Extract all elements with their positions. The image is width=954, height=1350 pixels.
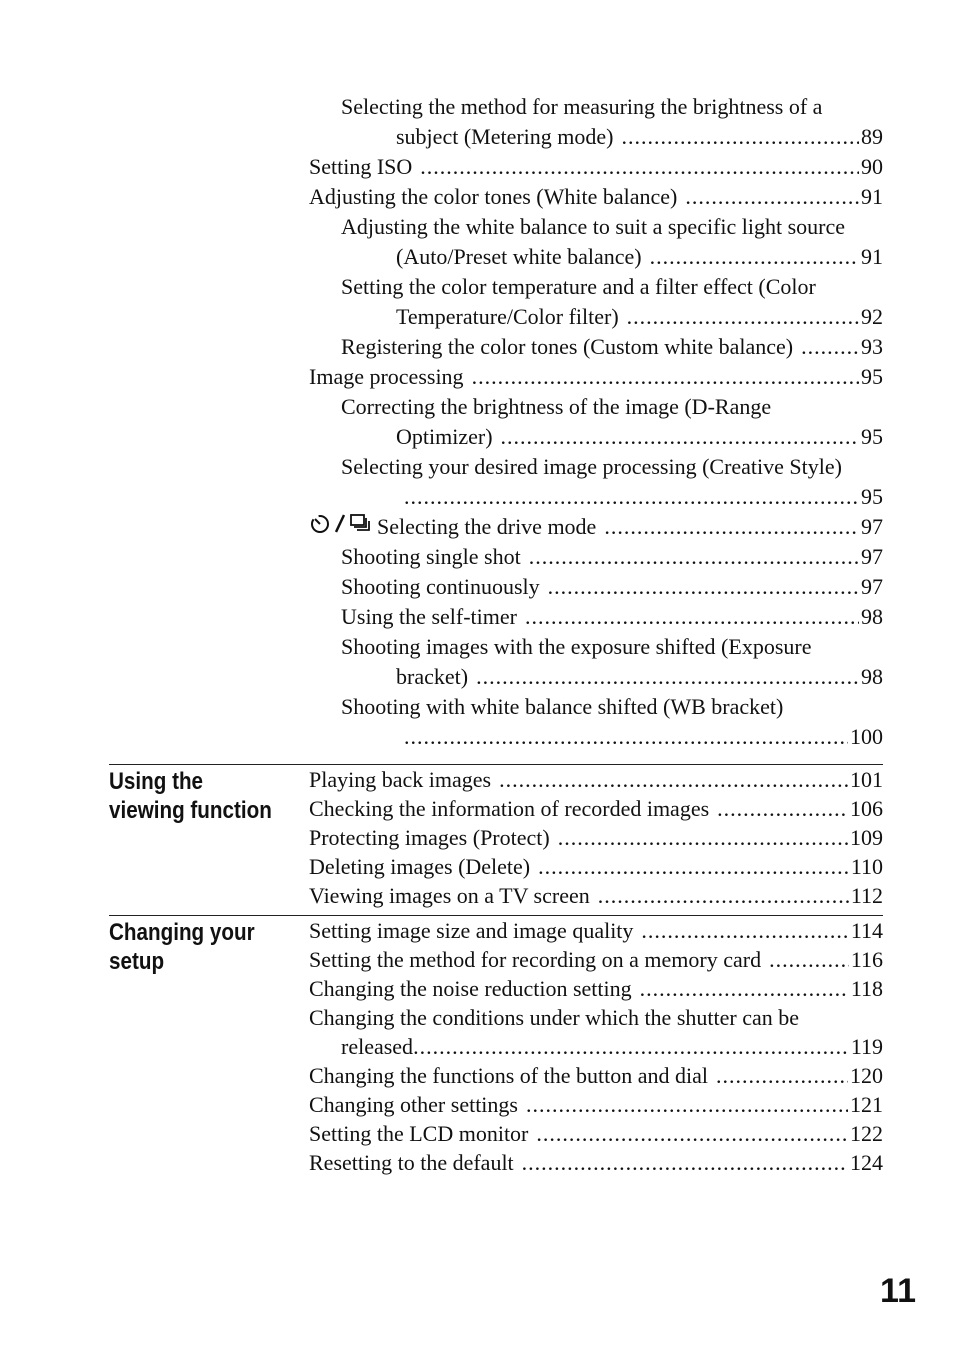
toc-entry[interactable] bbox=[309, 794, 883, 823]
toc-page-number: 116 bbox=[850, 947, 883, 972]
toc-entry-line bbox=[309, 152, 883, 182]
toc-page-number: 109 bbox=[850, 825, 883, 850]
toc-page-number: 97 bbox=[861, 574, 883, 599]
dot-leader bbox=[627, 302, 859, 332]
toc-page-number: 97 bbox=[861, 514, 883, 539]
toc-entry-text: Setting the method for recording on a memory card bbox=[309, 947, 762, 972]
toc-entry-text: bracket) bbox=[396, 664, 469, 689]
toc-entry-line bbox=[309, 881, 883, 910]
dot-leader bbox=[538, 852, 849, 881]
section-heading: Using the viewing function bbox=[109, 768, 272, 824]
toc-entry[interactable] bbox=[309, 272, 883, 332]
page-number: 11 bbox=[880, 1272, 916, 1310]
toc-entry-line bbox=[309, 122, 883, 152]
toc-page-number: 98 bbox=[861, 664, 883, 689]
toc-entry-text: Temperature/Color filter) bbox=[396, 304, 619, 329]
toc-entry-text: Playing back images bbox=[309, 767, 492, 792]
dot-leader bbox=[404, 722, 848, 752]
toc-entry-line bbox=[309, 662, 883, 692]
toc-entry-text: Setting ISO bbox=[309, 154, 413, 179]
toc-page-number: 114 bbox=[850, 918, 883, 943]
toc-page-number: 112 bbox=[850, 883, 883, 908]
toc-entry-text: Shooting with white balance shifted (WB bracket) bbox=[341, 694, 784, 719]
toc-entry-text: Selecting the drive mode bbox=[377, 514, 597, 539]
toc-page-number: 122 bbox=[850, 1121, 883, 1146]
toc-entry-line-wrap bbox=[309, 272, 883, 302]
toc-entry[interactable] bbox=[309, 1090, 883, 1119]
toc-entry-line bbox=[309, 302, 883, 332]
toc-entry-text: Viewing images on a TV screen bbox=[309, 883, 590, 908]
toc-entry-text: Setting image size and image quality bbox=[309, 918, 634, 943]
toc-entry-line bbox=[309, 823, 883, 852]
toc-entry[interactable] bbox=[309, 152, 883, 182]
toc-entry-line-wrap bbox=[309, 692, 883, 722]
dot-leader bbox=[622, 122, 860, 152]
section-entries bbox=[309, 765, 883, 910]
toc-entry-text: Setting the color temperature and a filter effect (Color bbox=[341, 274, 816, 299]
toc-entry-line bbox=[309, 1148, 883, 1177]
toc-entry-line bbox=[309, 722, 883, 752]
toc-page-number: 89 bbox=[861, 124, 883, 149]
toc-entry-text: subject (Metering mode) bbox=[396, 124, 614, 149]
toc-entry-line bbox=[309, 1032, 883, 1061]
toc-entry[interactable] bbox=[309, 542, 883, 572]
toc-page-number: 95 bbox=[861, 484, 883, 509]
section-viewing-function bbox=[109, 764, 883, 915]
toc-entry-text: (Auto/Preset white balance) bbox=[396, 244, 642, 269]
toc-entry-text: Protecting images (Protect) bbox=[309, 825, 550, 850]
toc-entry[interactable] bbox=[309, 974, 883, 1003]
dot-leader bbox=[501, 422, 859, 452]
toc-entry-text: Selecting your desired image processing (Creative Style) bbox=[341, 454, 842, 479]
toc-entry-line bbox=[309, 765, 883, 794]
toc-entry-line bbox=[309, 602, 883, 632]
toc-entry[interactable] bbox=[309, 945, 883, 974]
toc-entry-line bbox=[309, 332, 883, 362]
toc-entry[interactable] bbox=[309, 881, 883, 910]
toc-entry[interactable] bbox=[309, 452, 883, 512]
dot-leader bbox=[404, 482, 859, 512]
toc-entry-text: Adjusting the color tones (White balance) bbox=[309, 184, 678, 209]
toc-entry-line bbox=[309, 1090, 883, 1119]
toc-page-number: 90 bbox=[861, 154, 883, 179]
toc-entry-line bbox=[309, 794, 883, 823]
dot-leader bbox=[548, 572, 859, 602]
drive-mode-icons bbox=[309, 512, 371, 534]
toc-page-number: 95 bbox=[861, 364, 883, 389]
toc-entry[interactable] bbox=[309, 823, 883, 852]
dot-leader bbox=[476, 662, 859, 692]
toc-entry-text: Adjusting the white balance to suit a specific light source bbox=[341, 214, 846, 239]
toc-entry-line-wrap bbox=[309, 1003, 883, 1032]
toc-entry[interactable] bbox=[309, 212, 883, 272]
toc-page-number: 106 bbox=[850, 796, 883, 821]
toc-page-number: 100 bbox=[850, 724, 883, 749]
section-heading: Changing your setup bbox=[109, 919, 255, 975]
toc-entry[interactable] bbox=[309, 182, 883, 212]
toc-entry-line bbox=[309, 1119, 883, 1148]
self-timer-icon bbox=[309, 512, 331, 534]
toc-entry-text: Setting the LCD monitor bbox=[309, 1121, 529, 1146]
toc-page-number: 118 bbox=[850, 976, 883, 1001]
toc-entry-text: Registering the color tones (Custom white balance) bbox=[341, 334, 794, 359]
toc-entry-text: Changing the conditions under which the shutter can be bbox=[309, 1005, 799, 1030]
toc-entry-line bbox=[309, 572, 883, 602]
toc-entry[interactable] bbox=[309, 602, 883, 632]
toc-entry-text: Image processing bbox=[309, 364, 464, 389]
dot-leader bbox=[717, 794, 848, 823]
toc-entry-text: Resetting to the default bbox=[309, 1150, 514, 1175]
toc-entry-text: Shooting continuously bbox=[341, 574, 540, 599]
toc-entry[interactable] bbox=[309, 92, 883, 152]
dot-leader bbox=[558, 823, 848, 852]
toc-entry[interactable] bbox=[309, 332, 883, 362]
toc-entry-text: Deleting images (Delete) bbox=[309, 854, 531, 879]
toc-page-number: 124 bbox=[850, 1150, 883, 1175]
toc-page-number: 119 bbox=[850, 1034, 883, 1059]
dot-leader bbox=[536, 1119, 848, 1148]
toc-entry-line bbox=[309, 242, 883, 272]
toc-entry[interactable] bbox=[309, 1003, 883, 1061]
dot-leader bbox=[598, 881, 849, 910]
dot-leader bbox=[420, 152, 859, 182]
dot-leader bbox=[499, 765, 848, 794]
toc-entry[interactable] bbox=[309, 852, 883, 881]
dot-leader bbox=[525, 602, 859, 632]
toc-entry-line-wrap bbox=[309, 392, 883, 422]
toc-entry-text: Changing the functions of the button and dial bbox=[309, 1063, 708, 1088]
dot-leader bbox=[640, 974, 849, 1003]
toc-entry-line bbox=[309, 512, 883, 542]
toc-top-block bbox=[309, 92, 883, 752]
toc-entry[interactable] bbox=[309, 1148, 883, 1177]
toc-entry-line-wrap bbox=[309, 92, 883, 122]
slash-icon bbox=[335, 512, 345, 534]
toc-page-number: 95 bbox=[861, 424, 883, 449]
toc-entry-line bbox=[309, 182, 883, 212]
section-entries bbox=[309, 916, 883, 1177]
dot-leader bbox=[526, 1090, 848, 1119]
toc-entry-text: Shooting single shot bbox=[341, 544, 521, 569]
toc-entry-line bbox=[309, 852, 883, 881]
section-changing-setup bbox=[109, 915, 883, 1186]
toc-entry[interactable] bbox=[309, 632, 883, 692]
toc-entry-text: Checking the information of recorded images bbox=[309, 796, 710, 821]
toc-page-number: 91 bbox=[861, 244, 883, 269]
dot-leader bbox=[413, 1032, 849, 1061]
toc-entry[interactable] bbox=[309, 916, 883, 945]
toc-entry-line-wrap bbox=[309, 212, 883, 242]
toc-entry-line bbox=[309, 916, 883, 945]
toc-entry-line bbox=[309, 974, 883, 1003]
toc-entry-text: Optimizer) bbox=[396, 424, 493, 449]
dot-leader bbox=[641, 916, 848, 945]
toc-entry[interactable] bbox=[309, 1119, 883, 1148]
toc-page-number: 92 bbox=[861, 304, 883, 329]
toc-page-number: 101 bbox=[850, 767, 883, 792]
toc-entry-line bbox=[309, 422, 883, 452]
toc-entry[interactable] bbox=[309, 512, 883, 542]
dot-leader bbox=[769, 945, 849, 974]
toc-entry-line bbox=[309, 542, 883, 572]
toc-entry[interactable] bbox=[309, 1061, 883, 1090]
toc-entry-text: Changing the noise reduction setting bbox=[309, 976, 632, 1001]
toc-page-number: 93 bbox=[861, 334, 883, 359]
toc-entry-line bbox=[309, 1061, 883, 1090]
dot-leader bbox=[685, 182, 859, 212]
dot-leader bbox=[801, 332, 859, 362]
toc-entry-line-wrap bbox=[309, 452, 883, 482]
toc-entry-line bbox=[309, 362, 883, 392]
toc-page-number: 98 bbox=[861, 604, 883, 629]
toc-entry[interactable] bbox=[309, 692, 883, 752]
toc-page-number: 120 bbox=[850, 1063, 883, 1088]
toc-entry[interactable] bbox=[309, 392, 883, 452]
toc-entry[interactable] bbox=[309, 572, 883, 602]
dot-leader bbox=[529, 542, 859, 572]
dot-leader bbox=[522, 1148, 848, 1177]
continuous-shooting-icon bbox=[349, 513, 371, 533]
toc-entry-text: Correcting the brightness of the image (D-Range bbox=[341, 394, 772, 419]
toc-page-number: 110 bbox=[850, 854, 883, 879]
toc-entry-line bbox=[309, 482, 883, 512]
toc-page-number: 91 bbox=[861, 184, 883, 209]
toc-entry-text: Shooting images with the exposure shifted (Exposure bbox=[341, 634, 812, 659]
toc-entry-text: Selecting the method for measuring the brightness of a bbox=[341, 94, 823, 119]
toc-page-number: 121 bbox=[850, 1092, 883, 1117]
dot-leader bbox=[716, 1061, 848, 1090]
toc-entry-text: released bbox=[341, 1034, 414, 1059]
dot-leader bbox=[472, 362, 859, 392]
toc-page-number: 97 bbox=[861, 544, 883, 569]
dot-leader bbox=[650, 242, 859, 272]
toc-entry-line-wrap bbox=[309, 632, 883, 662]
dot-leader bbox=[604, 512, 859, 542]
toc-entry-text: Using the self-timer bbox=[341, 604, 517, 629]
toc-entry-text: Changing other settings bbox=[309, 1092, 518, 1117]
toc-entry[interactable] bbox=[309, 765, 883, 794]
toc-entry-line bbox=[309, 945, 883, 974]
toc-entry[interactable] bbox=[309, 362, 883, 392]
